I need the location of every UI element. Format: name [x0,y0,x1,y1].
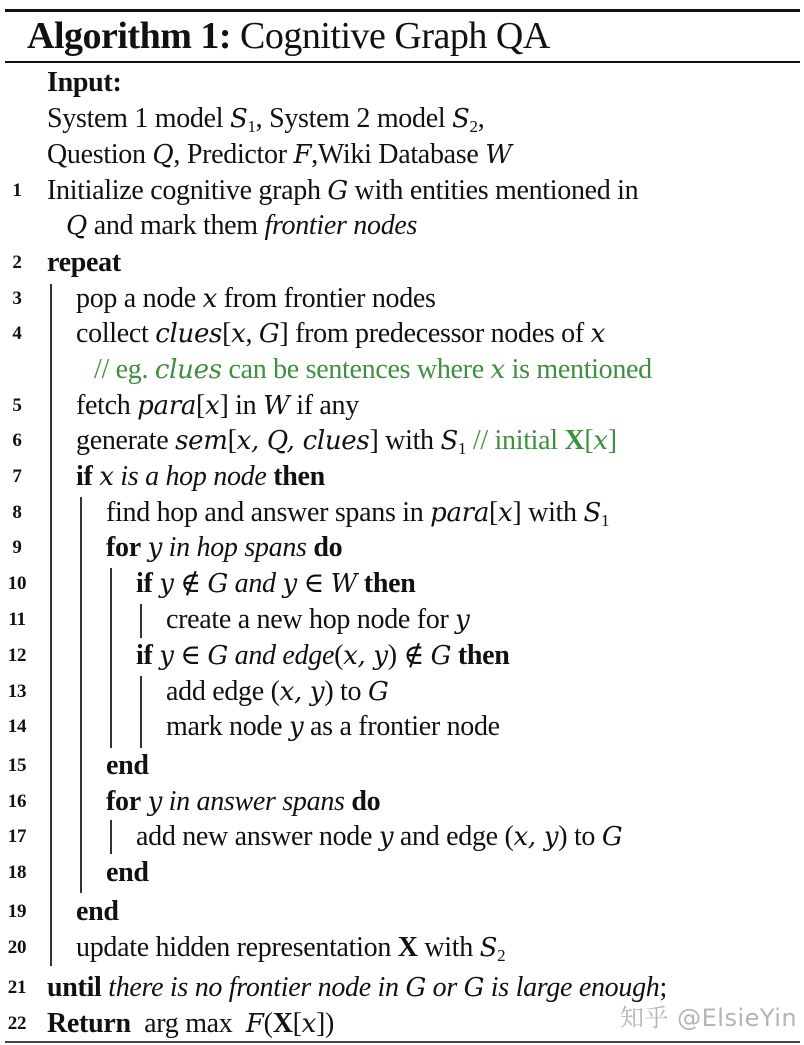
bracket: [ [227,425,237,456]
line-number: 11 [8,609,26,630]
line-number: 4 [12,323,22,344]
keyword-end: end [76,896,119,927]
stmt-text: generate [76,425,176,456]
line-number: 1 [12,180,22,201]
line-number: 20 [7,937,27,958]
stmt-text: pop a node [76,283,203,314]
line-number: 8 [12,502,22,523]
var-X: X [272,1008,293,1039]
keyword-if: if [136,640,153,671]
input-heading: Input: [47,67,122,98]
graph-symbol: G [405,973,426,1003]
wiki-symbol: W [330,569,358,599]
stmt-text: mark node [166,711,289,742]
condition-text: in answer spans [161,786,352,817]
stmt-text: and edge [393,821,505,852]
keyword-return: Return [47,1008,131,1039]
inline-comment [466,425,617,456]
stmt-text: with [378,425,441,456]
var-clues: clues [155,319,223,349]
stmt-text: Initialize cognitive graph [47,175,328,206]
comment-text: can be sentences where [221,354,491,385]
line-number: 21 [7,977,27,998]
var-para: para [137,391,197,421]
comment-text: // initial [466,425,565,456]
line-number: 14 [7,716,27,737]
var-y: y [159,569,174,599]
line-number: 10 [7,573,27,594]
input-text: ,Wiki Database [311,139,486,170]
comment-text: is mentioned [504,354,652,385]
condition-text: and [227,568,283,599]
var-x: x [590,319,605,349]
keyword-do: do [351,786,381,817]
var-y: y [147,787,162,817]
stmt-text: add edge [166,676,271,707]
stmt-text: fetch [76,390,138,421]
line-number: 16 [7,791,27,812]
var-clues: clues [154,355,222,385]
keyword-then: then [363,568,416,599]
stmt-text: create a new hop node for [166,604,456,635]
input-text: , [477,103,485,134]
bracket: [ [222,318,232,349]
bracket: ] [279,318,289,349]
line-number: 17 [7,826,27,847]
stmt-text: from predecessor nodes of [288,318,591,349]
edge-args: x, y [513,822,559,852]
stmt-text: to [567,821,602,852]
bracket: [ [489,497,499,528]
if2-block-bar [140,676,142,748]
graph-symbol: G [367,677,389,707]
condition-text: and edge [227,640,335,671]
sem-args: x, Q, clues [236,426,370,456]
var-X: X [564,425,585,456]
line-number: 22 [7,1013,27,1034]
var-sem: sem [175,426,228,456]
subscript: 1 [247,117,256,136]
question-symbol: Q [66,211,88,241]
var-x: x [231,319,246,349]
line-number: 19 [7,901,27,922]
wiki-symbol: W [263,391,290,421]
bottom-rule [5,1041,800,1043]
bracket: ]) [316,1008,335,1039]
graph-symbol: G [258,319,280,349]
system1-symbol: S [229,104,248,134]
edge-args: x, y [343,641,388,671]
algorithm-label: Algorithm 1: [27,15,232,57]
bracket: ] [512,497,522,528]
argmax-text: arg max [130,1008,246,1039]
line-number: 13 [7,681,27,702]
bracket: [ [196,390,206,421]
system2-symbol: S [479,933,498,963]
wiki-symbol: W [485,140,512,170]
in-symbol: ∈ [296,568,331,599]
bracket: [ [292,1008,302,1039]
var-x: x [205,391,220,421]
top-rule [5,9,800,12]
keyword-for: for [106,532,141,563]
input-text: , System 2 model [255,103,453,134]
question-symbol: Q [152,140,174,170]
keyword-end: end [106,750,149,781]
stmt-text: if any [289,390,359,421]
var-x: x [99,462,114,492]
watermark: 知乎 @ElsieYin [620,1004,798,1032]
in-symbol: ∈ [173,640,208,671]
keyword-then: then [273,461,325,492]
condition-text: there is no frontier node in [108,972,406,1003]
condition-text: is large enough [484,972,660,1003]
subscript: 1 [600,511,610,530]
paren: ( [263,1008,273,1039]
paren: ) [558,821,568,852]
notin-symbol: ∉ [173,568,208,599]
system1-symbol: S [440,426,458,456]
var-y: y [288,712,304,742]
if-block-bar [80,497,82,893]
for-hop-block-bar [110,568,112,748]
var-y: y [159,641,174,671]
keyword-until: until [47,972,102,1003]
stmt-text: and mark them [87,210,265,241]
subscript: 1 [457,439,467,458]
condition-text: or [425,972,464,1003]
stmt-text: in [228,390,264,421]
var-y: y [378,822,394,852]
input-text: Question [47,139,153,170]
keyword-end: end [106,857,149,888]
input-text: System 1 model [47,103,230,134]
comma: , [245,318,259,349]
paren: ) [387,640,397,671]
condition-text: is a hop node [113,461,274,492]
var-x: x [498,498,513,528]
paren: ( [270,676,280,707]
graph-symbol: G [327,176,348,206]
predictor-symbol: F [245,1009,264,1039]
predictor-symbol: F [293,140,312,170]
graph-symbol: G [601,822,623,852]
repeat-block-bar [50,284,52,966]
algorithm-title [27,14,550,58]
line-number: 12 [7,645,27,666]
stmt-text: with entities mentioned in [347,175,639,206]
var-para: para [430,498,490,528]
line-number: 5 [12,395,22,416]
system1-symbol: S [583,498,601,528]
line-number: 9 [12,537,22,558]
keyword-do: do [313,532,343,563]
comment-text: // eg. [94,354,155,385]
var-y: y [455,605,470,635]
keyword-for: for [106,786,141,817]
condition-text: in hop spans [161,532,314,563]
line-number: 7 [12,466,22,487]
line-number: 3 [12,288,22,309]
bracket: [ [584,425,594,456]
graph-symbol: G [207,569,228,599]
paren: ) [324,676,334,707]
system2-symbol: S [452,104,470,134]
subscript: 2 [497,946,506,965]
bracket: ] [607,425,617,456]
keyword-then: then [457,640,510,671]
stmt-text: find hop and answer spans in [106,497,431,528]
graph-symbol: G [430,641,452,671]
stmt-text: add new answer node [136,821,379,852]
input-text: , Predictor [173,139,294,170]
stmt-text: from frontier nodes [216,283,436,314]
var-x: x [593,426,608,456]
bracket: ] [219,390,229,421]
keyword-if: if [136,568,153,599]
line-number: 18 [7,862,27,883]
algorithm-name: Cognitive Graph QA [240,15,550,57]
var-x: x [490,355,505,385]
stmt-text: with [417,932,480,963]
stmt-text: to [333,676,368,707]
stmt-italic: frontier nodes [264,210,418,241]
line-number: 2 [12,252,22,273]
bracket: ] [369,425,379,456]
keyword-if: if [76,461,93,492]
stmt-text: with [521,497,584,528]
paren: ( [334,640,344,671]
var-x: x [202,284,217,314]
if1-block-bar [140,604,142,638]
var-y: y [282,569,297,599]
title-rule [5,61,800,63]
graph-symbol: G [207,641,228,671]
stmt-text: collect [76,318,156,349]
var-y: y [147,533,162,563]
semicolon: ; [659,972,667,1003]
var-X: X [397,932,418,963]
edge-args: x, y [279,677,325,707]
line-number: 6 [12,430,22,451]
graph-symbol: G [463,973,485,1003]
var-x: x [301,1009,317,1039]
stmt-text: update hidden representation [76,932,398,963]
for-ans-block-bar [110,820,112,854]
stmt-text: as a frontier node [303,711,500,742]
paren: ( [504,821,514,852]
keyword-repeat: repeat [47,247,121,278]
subscript: 2 [469,117,478,136]
line-number: 15 [7,755,27,776]
notin-symbol: ∉ [396,640,431,671]
